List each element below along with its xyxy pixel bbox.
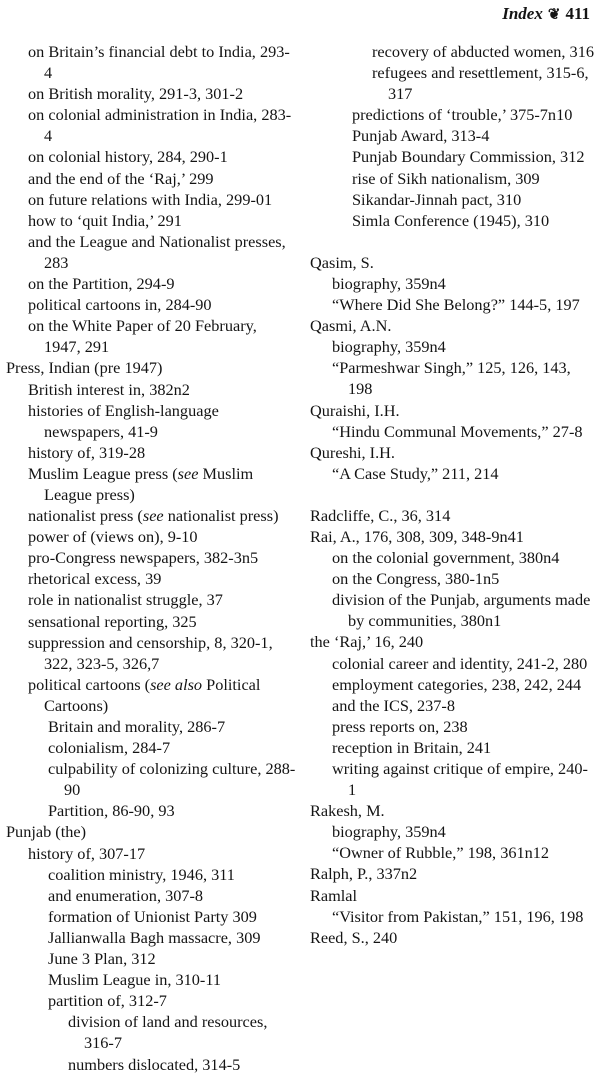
index-subentry <box>310 41 594 62</box>
cross-reference-term: see <box>142 506 164 526</box>
index-subentry <box>310 463 594 484</box>
page-number: 411 <box>565 4 590 23</box>
entry-text: histories of English-language newspapers, 41-9 <box>28 400 219 441</box>
entry-text: Qureshi, I.H. <box>310 442 396 462</box>
entry-text-continued: Political Cartoons) <box>44 674 261 715</box>
index-subentry <box>310 273 594 294</box>
entry-text: Simla Conference (1945), 310 <box>352 210 550 230</box>
entry-text: role in nationalist struggle, 37 <box>28 590 223 610</box>
index-subentry <box>310 62 594 104</box>
entry-text: nationalist press ( <box>28 506 143 526</box>
entry-text: and the end of the ‘Raj,’ 299 <box>28 168 214 188</box>
index-subentry <box>310 189 594 210</box>
index-main-entry <box>6 821 296 842</box>
index-main-entry <box>6 357 296 378</box>
index-subentry <box>6 864 296 885</box>
index-subentry <box>310 357 594 399</box>
index-subentry <box>310 104 594 125</box>
entry-text: British interest in, 382n2 <box>28 379 190 399</box>
entry-text: Muslim League press ( <box>28 463 178 483</box>
entry-text: numbers dislocated, 314-5 <box>68 1054 241 1074</box>
entry-text: partition of, 312-7 <box>48 991 167 1011</box>
index-column-left <box>6 41 296 1075</box>
index-column-right <box>310 41 594 948</box>
index-subentry <box>6 1054 296 1075</box>
running-header <box>502 4 590 24</box>
index-subentry <box>310 716 594 737</box>
entry-text: predictions of ‘trouble,’ 375-7n10 <box>352 105 573 125</box>
index-subentry <box>6 969 296 990</box>
entry-text: how to ‘quit India,’ 291 <box>28 210 182 230</box>
index-subentry <box>6 716 296 737</box>
entry-text: “Parmeshwar Singh,” 125, 126, 143, 198 <box>332 358 571 399</box>
entry-text: formation of Unionist Party 309 <box>48 906 257 926</box>
index-subentry <box>6 189 296 210</box>
entry-text: Jallianwalla Bagh massacre, 309 <box>48 927 261 947</box>
index-main-entry <box>310 885 594 906</box>
entry-text: Reed, S., 240 <box>310 927 398 947</box>
entry-text-continued: nationalist press) <box>163 506 279 526</box>
index-subentry <box>6 315 296 357</box>
entry-text: power of (views on), 9-10 <box>28 527 198 547</box>
entry-text: Punjab (the) <box>6 822 87 842</box>
entry-text: on British morality, 291-3, 301-2 <box>28 84 244 104</box>
entry-text: on the Partition, 294-9 <box>28 274 175 294</box>
index-subentry <box>310 842 594 863</box>
entry-text: on the Congress, 380-1n5 <box>332 569 500 589</box>
header-title: Index <box>502 4 543 23</box>
index-subentry <box>6 168 296 189</box>
entry-text: coalition ministry, 1946, 311 <box>48 864 235 884</box>
index-subentry <box>6 547 296 568</box>
index-subentry <box>6 568 296 589</box>
entry-text: writing against critique of empire, 240-1 <box>332 759 588 800</box>
entry-text: suppression and censorship, 8, 320-1, 322, 323-5, 326,7 <box>28 632 273 673</box>
index-main-entry <box>310 800 594 821</box>
index-subentry <box>310 568 594 589</box>
entry-text: biography, 359n4 <box>332 337 446 357</box>
entry-text: on the colonial government, 380n4 <box>332 548 560 568</box>
index-main-entry <box>310 400 594 421</box>
index-subentry <box>6 800 296 821</box>
index-subentry <box>310 294 594 315</box>
index-subentry <box>310 906 594 927</box>
entry-text: “Owner of Rubble,” 198, 361n12 <box>332 843 550 863</box>
entry-text: on Britain’s financial debt to India, 293-4 <box>28 42 290 83</box>
entry-text: culpability of colonizing culture, 288-90 <box>48 759 296 800</box>
index-subentry <box>6 104 296 146</box>
entry-text: Ramlal <box>310 885 358 905</box>
index-subentry <box>310 210 594 231</box>
entry-text: Sikandar-Jinnah pact, 310 <box>352 189 522 209</box>
index-main-entry <box>310 863 594 884</box>
entry-text: Britain and morality, 286-7 <box>48 717 226 736</box>
entry-group-spacer <box>310 231 594 252</box>
entry-text: sensational reporting, 325 <box>28 611 197 631</box>
index-subentry <box>310 821 594 842</box>
entry-text: Punjab Award, 313-4 <box>352 126 490 146</box>
index-subentry <box>6 505 296 526</box>
entry-text: employment categories, 238, 242, 244 <box>332 674 582 694</box>
index-main-entry <box>310 505 594 526</box>
entry-text: Ralph, P., 337n2 <box>310 864 418 884</box>
entry-text: Radcliffe, C., 36, 314 <box>310 505 451 525</box>
entry-text: Qasim, S. <box>310 252 374 272</box>
entry-text: on the White Paper of 20 February, 1947, 291 <box>28 316 257 357</box>
entry-text: division of land and resources, 316-7 <box>68 1012 268 1053</box>
entry-text: and the ICS, 237-8 <box>332 695 455 715</box>
entry-text: on colonial history, 284, 290-1 <box>28 147 228 167</box>
index-subentry <box>6 906 296 927</box>
entry-text: colonial career and identity, 241-2, 280 <box>332 653 588 673</box>
entry-text: the ‘Raj,’ 16, 240 <box>310 632 424 652</box>
entry-text: Rai, A., 176, 308, 309, 348-9n41 <box>310 526 524 546</box>
index-subentry <box>6 210 296 231</box>
index-main-entry <box>310 252 594 273</box>
index-subentry <box>310 653 594 674</box>
entry-text: “Hindu Communal Movements,” 27-8 <box>332 421 583 441</box>
index-main-entry <box>310 526 594 547</box>
entry-text: pro-Congress newspapers, 382-3n5 <box>28 548 259 568</box>
entry-text: rise of Sikh nationalism, 309 <box>352 168 540 188</box>
index-subentry <box>310 758 594 800</box>
entry-text: press reports on, 238 <box>332 716 468 736</box>
index-subentry <box>310 547 594 568</box>
index-subentry <box>310 674 594 695</box>
entry-text: June 3 Plan, 312 <box>48 949 156 969</box>
index-subentry <box>310 168 594 189</box>
index-subentry <box>310 125 594 146</box>
index-main-entry <box>310 442 594 463</box>
leaf-ornament-icon: ❦ <box>547 6 561 23</box>
entry-text: recovery of abducted women, 316 <box>372 42 594 61</box>
index-subentry <box>6 231 296 273</box>
index-subentry <box>6 674 296 716</box>
entry-text: “A Case Study,” 211, 214 <box>332 463 499 483</box>
index-subentry <box>310 737 594 758</box>
index-subentry <box>310 336 594 357</box>
entry-text: Press, Indian (pre 1947) <box>6 358 163 378</box>
entry-text: Rakesh, M. <box>310 801 385 821</box>
entry-text: and enumeration, 307-8 <box>48 885 204 905</box>
index-subentry <box>6 273 296 294</box>
entry-text-continued: Muslim League press) <box>44 463 254 504</box>
entry-text: colonialism, 284-7 <box>48 738 171 758</box>
cross-reference-term: see <box>177 463 199 483</box>
index-subentry <box>6 146 296 167</box>
entry-text: Muslim League in, 310-11 <box>48 970 222 990</box>
entry-text: “Visitor from Pakistan,” 151, 196, 198 <box>332 906 584 926</box>
entry-text: reception in Britain, 241 <box>332 737 492 757</box>
index-subentry <box>310 589 594 631</box>
entry-text: and the League and Nationalist presses, 283 <box>28 231 286 272</box>
index-subentry <box>6 927 296 948</box>
entry-text: refugees and resettlement, 315-6, 317 <box>372 63 589 104</box>
entry-text: on future relations with India, 299-01 <box>28 189 273 209</box>
index-subentry <box>6 463 296 505</box>
entry-text: rhetorical excess, 39 <box>28 569 162 589</box>
cross-reference-term: see also <box>150 674 203 694</box>
index-subentry <box>310 695 594 716</box>
index-subentry <box>6 526 296 547</box>
index-subentry <box>6 758 296 800</box>
index-subentry <box>6 990 296 1011</box>
index-subentry <box>6 885 296 906</box>
index-subentry <box>6 611 296 632</box>
entry-text: division of the Punjab, arguments made by communities, 380n1 <box>332 590 591 631</box>
index-subentry <box>6 948 296 969</box>
entry-text: political cartoons ( <box>28 674 151 694</box>
index-subentry <box>310 421 594 442</box>
index-subentry <box>6 632 296 674</box>
entry-text: “Where Did She Belong?” 144-5, 197 <box>332 295 580 315</box>
index-main-entry <box>310 315 594 336</box>
entry-text: Quraishi, I.H. <box>310 400 400 420</box>
entry-text: biography, 359n4 <box>332 822 446 842</box>
index-main-entry <box>310 631 594 652</box>
entry-text: on colonial administration in India, 283-4 <box>28 105 292 146</box>
index-main-entry <box>310 927 594 948</box>
index-subentry <box>310 146 594 167</box>
entry-text: Qasmi, A.N. <box>310 316 392 336</box>
index-subentry <box>6 83 296 104</box>
entry-group-spacer <box>310 484 594 505</box>
entry-text: political cartoons in, 284-90 <box>28 295 212 315</box>
index-subentry <box>6 379 296 400</box>
entry-text: history of, 307-17 <box>28 843 146 863</box>
index-subentry <box>6 400 296 442</box>
index-subentry <box>6 1011 296 1053</box>
index-subentry <box>6 442 296 463</box>
index-subentry <box>6 843 296 864</box>
index-subentry <box>6 294 296 315</box>
entry-text: Punjab Boundary Commission, 312 <box>352 147 585 167</box>
index-subentry <box>6 41 296 83</box>
entry-text: Partition, 86-90, 93 <box>48 801 175 821</box>
entry-text: history of, 319-28 <box>28 442 146 462</box>
index-subentry <box>6 589 296 610</box>
index-subentry <box>6 737 296 758</box>
entry-text: biography, 359n4 <box>332 273 446 293</box>
